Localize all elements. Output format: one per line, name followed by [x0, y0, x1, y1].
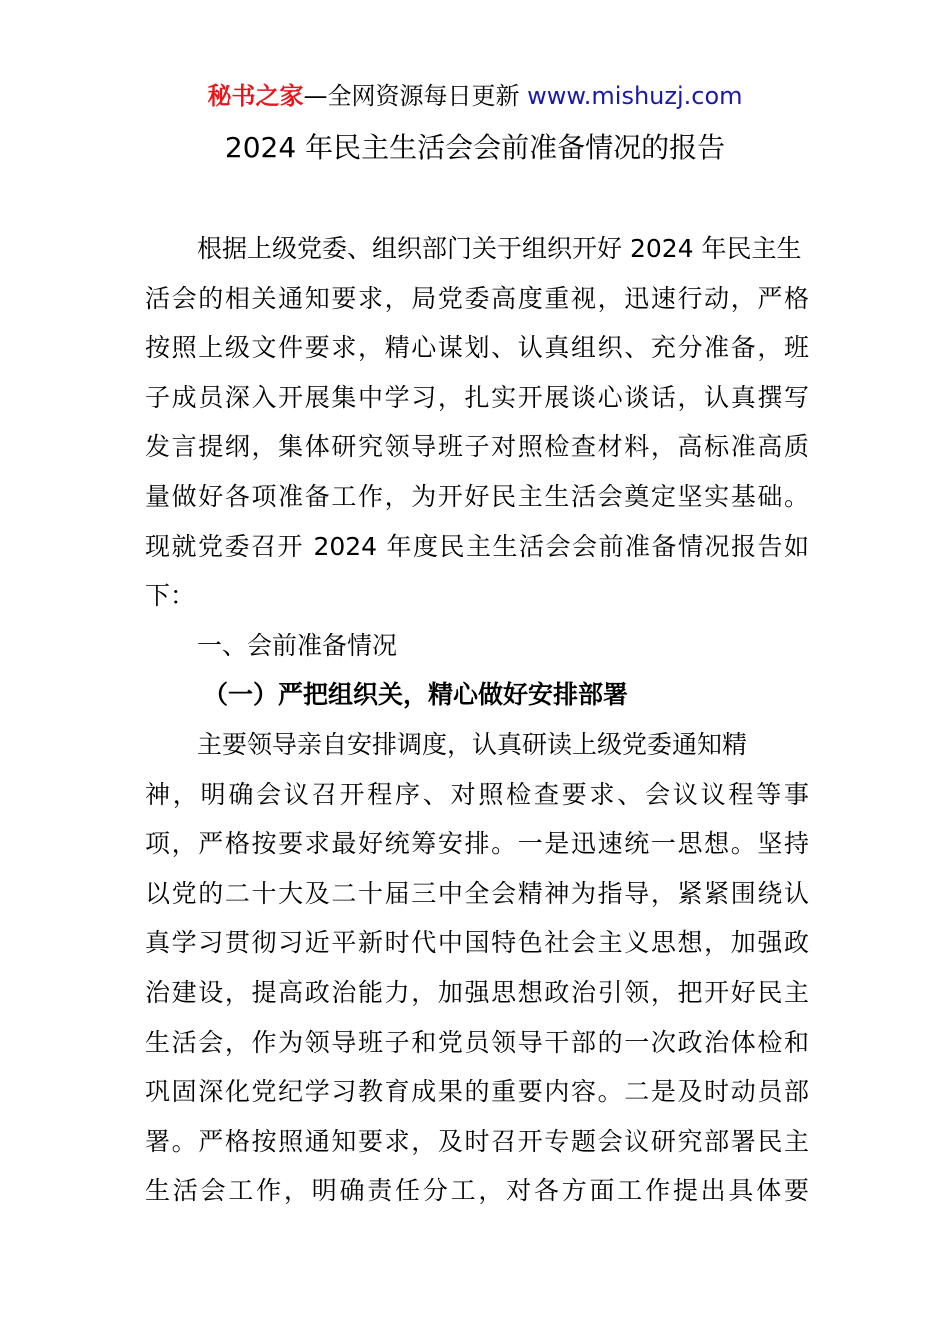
body-line: 按照上级文件要求，精心谋划、认真组织、充分准备，班 — [145, 333, 809, 363]
document-body — [145, 224, 809, 1216]
banner-slogan: —全网资源每日更新 — [303, 82, 528, 110]
body-line: 署。严格按照通知要求，及时召开专题会议研究部署民主 — [145, 1126, 809, 1156]
body-line: 发言提纲，集体研究领导班子对照检查材料，高标准高质 — [145, 432, 809, 462]
body-line: 子成员深入开展集中学习，扎实开展谈心谈话，认真撰写 — [145, 382, 809, 412]
body-line: 项，严格按要求最好统筹安排。一是迅速统一思想。坚持 — [145, 829, 809, 859]
body-line: 生活会工作，明确责任分工，对各方面工作提出具体要 — [145, 1176, 809, 1206]
body-line: 以党的二十大及二十届三中全会精神为指导，紧紧围绕认 — [145, 878, 809, 908]
body-line: 下： — [145, 581, 196, 611]
brand-name: 秘书之家 — [207, 82, 304, 110]
body-line: 巩固深化党纪学习教育成果的重要内容。二是及时动员部 — [145, 1077, 809, 1107]
body-line: 真学习贯彻习近平新时代中国特色社会主义思想，加强政 — [145, 928, 809, 958]
site-banner — [0, 80, 950, 112]
site-url-link[interactable]: www.mishuzj.com — [527, 82, 743, 110]
body-line: 现就党委召开 2024 年度民主生活会会前准备情况报告如 — [145, 531, 809, 561]
body-line: 主要领导亲自安排调度，认真研读上级党委通知精 — [197, 729, 748, 759]
body-line: 根据上级党委、组织部门关于组织开好 2024 年民主生 — [197, 234, 802, 263]
body-line: 神，明确会议召开程序、对照检查要求、会议议程等事 — [145, 779, 809, 809]
section-heading: 一、会前准备情况 — [197, 630, 398, 660]
subsection-heading: （一）严把组织关，精心做好安排部署 — [203, 680, 629, 710]
document-title: 2024 年民主生活会会前准备情况的报告 — [224, 131, 726, 164]
body-line: 活会的相关通知要求，局党委高度重视，迅速行动，严格 — [145, 283, 809, 313]
body-line: 生活会，作为领导班子和党员领导干部的一次政治体检和 — [145, 1027, 809, 1057]
body-line: 治建设，提高政治能力，加强思想政治引领，把开好民主 — [145, 977, 809, 1007]
body-line: 量做好各项准备工作，为开好民主生活会奠定坚实基础。 — [145, 481, 809, 511]
